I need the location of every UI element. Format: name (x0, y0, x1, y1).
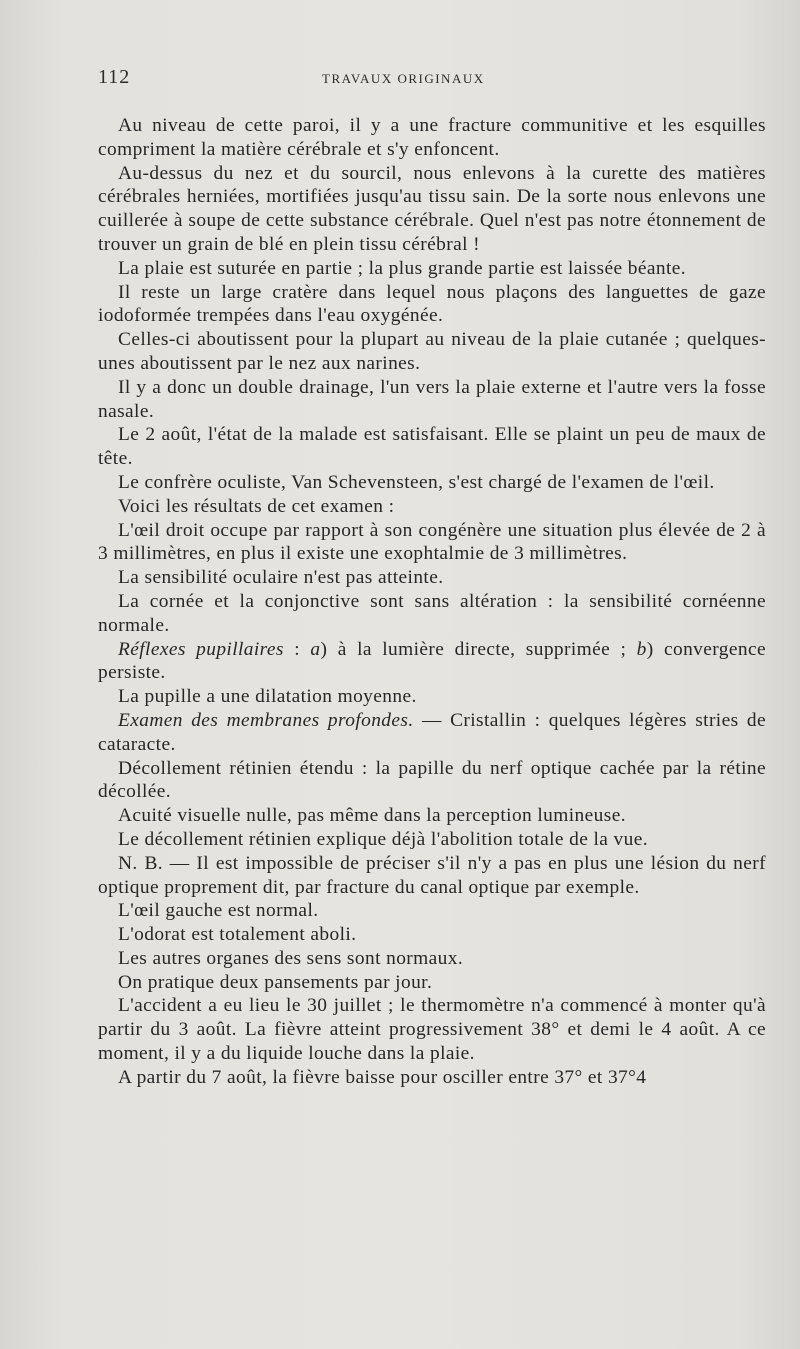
reflexes-text: ) convergence persiste. (98, 638, 766, 684)
paragraph: Celles-ci aboutissent pour la plupart au niveau de la plaie cutanée ; quelques-unes aboutissent par le nez aux narines. (98, 329, 766, 374)
paragraph: La cornée et la conjonctive sont sans altération : la sensibilité cornéenne normale. (98, 590, 766, 636)
paragraph: L'odorat est totalement aboli. (118, 924, 357, 946)
examen-paragraph (98, 709, 766, 757)
paragraph: La plaie est suturée en partie ; la plus grande partie est laissée béante. (118, 257, 687, 279)
reflexes-text: ) à la lumière directe, supprimée ; (320, 638, 637, 660)
paragraph: On pratique deux pansements par jour. (118, 971, 433, 993)
paragraph: La pupille a une dilatation moyenne. (118, 686, 417, 708)
reflexes-paragraph (98, 638, 766, 686)
paragraph: Le confrère oculiste, Van Schevensteen, s'est chargé de l'examen de l'œil. (118, 471, 715, 493)
reflexes-text: : (283, 638, 311, 660)
paragraph: N. B. — Il est impossible de préciser s'il n'y a pas en plus une lésion du nerf optique proprement dit, par fracture du canal optique par exemple. (98, 852, 766, 898)
paragraph: La sensibilité oculaire n'est pas atteinte. (118, 567, 444, 589)
paragraph: Le décollement rétinien explique déjà l'abolition totale de la vue. (118, 828, 648, 850)
paragraph: Au-dessus du nez et du sourcil, nous enlevons à la curette des matières cérébrales herniées, mortifiées jusqu'au tissu sain. De la sorte nous enlevons une cuillerée à soupe de cette substance cérébrale. Quel n'est pas notre étonnement de trouver un grain de blé en plein tissu cérébral ! (98, 162, 766, 255)
examen-text: — Cristallin : quelques légères stries de cataracte. (98, 709, 766, 755)
page-header (98, 66, 758, 96)
paragraph: Voici les résultats de cet examen : (118, 495, 395, 517)
reflexes-marker-b: b (636, 638, 647, 660)
paragraph: Le 2 août, l'état de la malade est satisfaisant. Elle se plaint un peu de maux de tête. (98, 424, 766, 470)
paragraph: Décollement rétinien étendu : la papille du nerf optique cachée par la rétine décollée. (98, 757, 766, 803)
paragraph: Il y a donc un double drainage, l'un vers la plaie externe et l'autre vers la fosse nasale. (98, 376, 766, 422)
examen-label: Examen des membranes profondes. (118, 709, 414, 731)
paragraph: L'œil gauche est normal. (118, 900, 319, 922)
reflexes-label: Réflexes pupillaires (118, 638, 284, 660)
paragraph: Au niveau de cette paroi, il y a une fracture communitive et les esquilles compriment la matière cérébrale et s'y enfoncent. (98, 115, 766, 160)
paragraph: Les autres organes des sens sont normaux. (118, 947, 464, 969)
paragraph: L'œil droit occupe par rapport à son congénère une situation plus élevée de 2 à 3 millimètres, en plus il existe une exophtalmie de 3 millimètres. (98, 519, 766, 565)
paragraph: Il reste un large cratère dans lequel nous plaçons des languettes de gaze iodoformée trempées dans l'eau oxygénée. (98, 281, 766, 327)
paragraph: A partir du 7 août, la fièvre baisse pour osciller entre 37° et 37°4 (118, 1066, 647, 1088)
paragraph: Acuité visuelle nulle, pas même dans la perception lumineuse. (118, 805, 626, 827)
paragraph: L'accident a eu lieu le 30 juillet ; le thermomètre n'a commencé à monter qu'à partir du 3 août. La fièvre atteint progressivement 38° et demi le 4 août. A ce moment, il y a du liquide louche dans la plaie. (98, 995, 766, 1065)
running-title: TRAVAUX ORIGINAUX (322, 71, 485, 86)
page-number: 112 (98, 66, 131, 88)
reflexes-marker-a: a (310, 638, 321, 660)
body-text (98, 114, 766, 1090)
